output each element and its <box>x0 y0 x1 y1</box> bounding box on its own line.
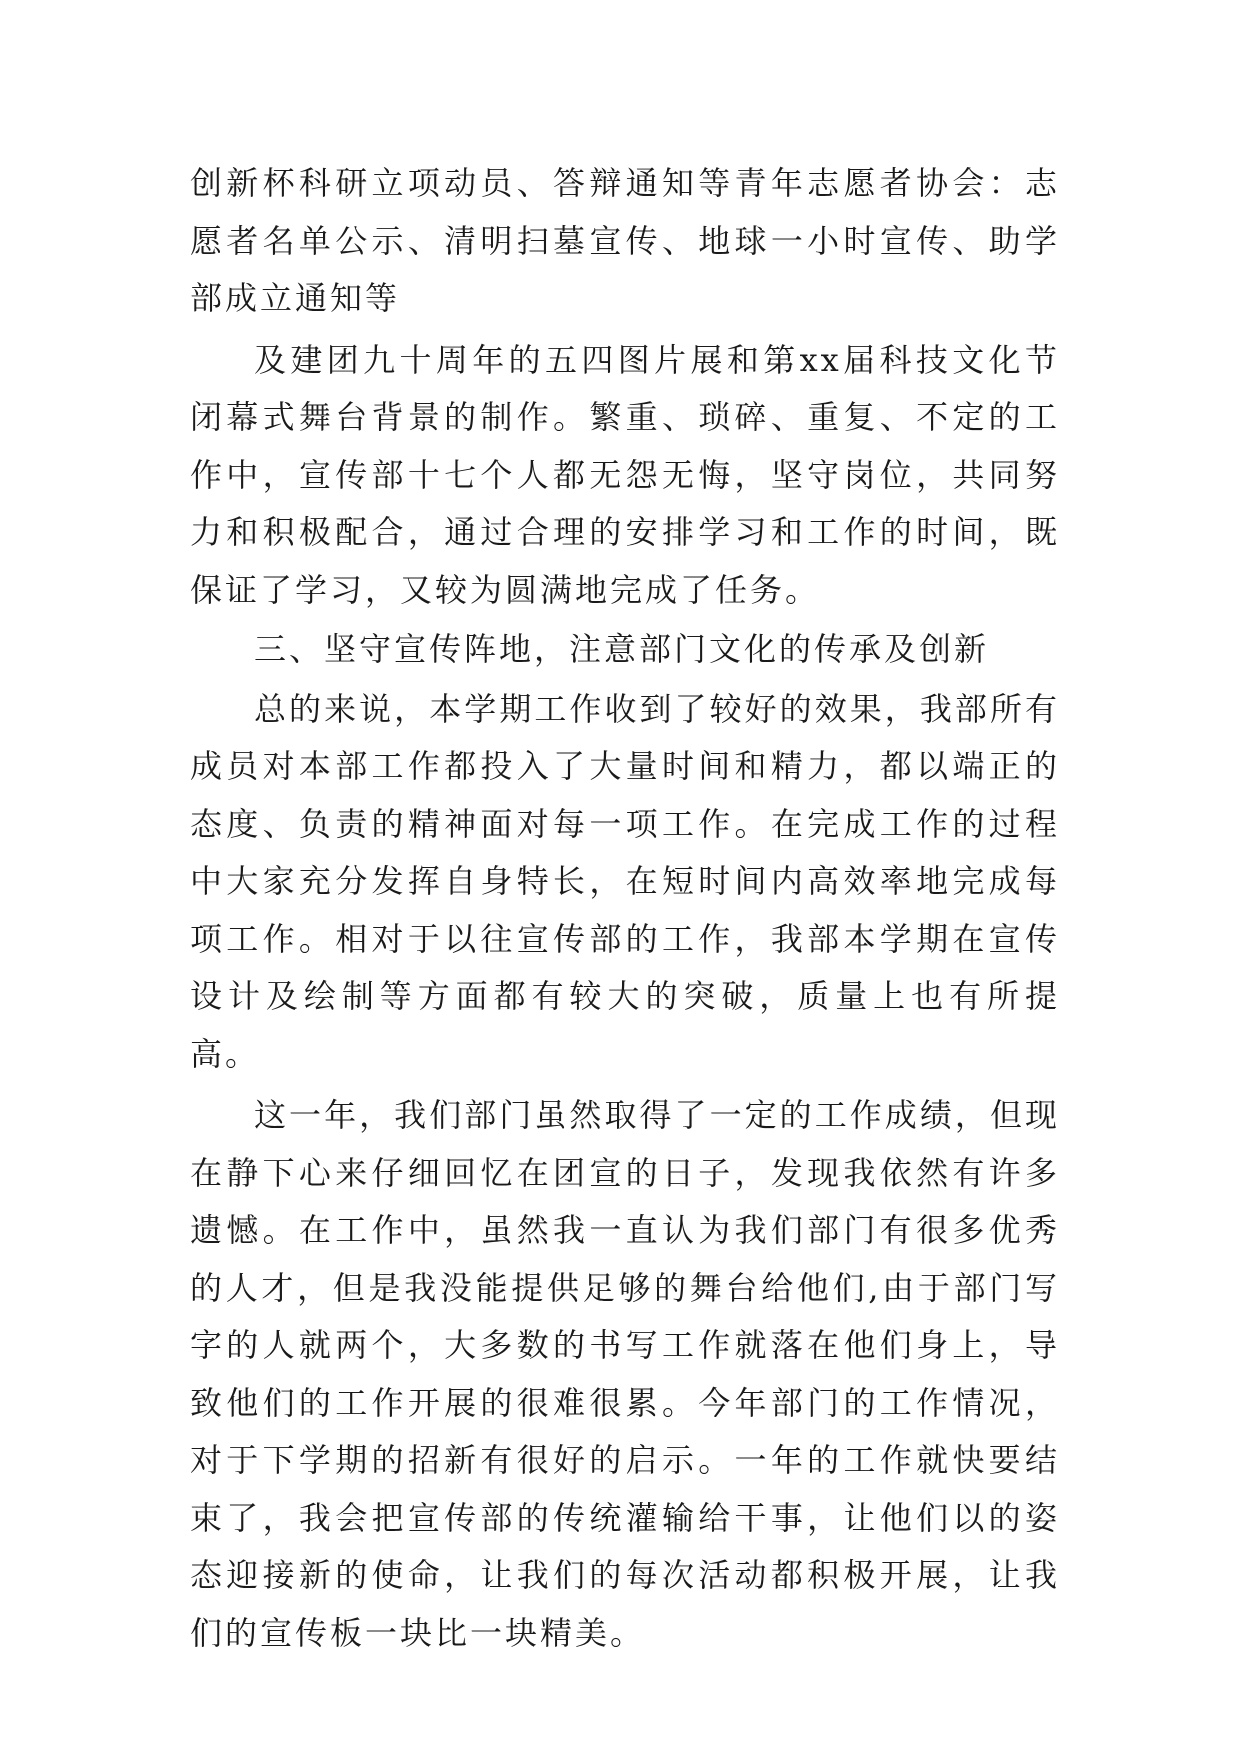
section-heading-3: 三、坚守宣传阵地，注意部门文化的传承及创新 <box>254 630 990 668</box>
paragraph-2: 及建团九十周年的五四图片展和第xx届科技文化节闭幕式舞台背景的制作。繁重、琐碎、重复、不定的工作中，宣传部十七个人都无怨无悔，坚守岗位，共同努力和积极配合，通过合理的安排学习和工作的时间，既保证了学习，又较为圆满地完成了任务。 <box>190 340 1060 609</box>
paragraph-4: 总的来说，本学期工作收到了较好的效果，我部所有成员对本部工作都投入了大量时间和精力，都以端正的态度、负责的精神面对每一项工作。在完成工作的过程中大家充分发挥自身特长，在短时间内高效率地完成每项工作。相对于以往宣传部的工作，我部本学期在宣传设计及绘制等方面都有较大的突破，质量上也有所提高。 <box>190 689 1060 1073</box>
paragraph-5: 这一年，我们部门虽然取得了一定的工作成绩，但现在静下心来仔细回忆在团宣的日子，发现我依然有许多遗憾。在工作中，虽然我一直认为我们部门有很多优秀的人才，但是我没能提供足够的舞台给他们,由于部门写字的人就两个，大多数的书写工作就落在他们身上，导致他们的工作开展的很难很累。今年部门的工作情况，对于下学期的招新有很好的启示。一年的工作就快要结束了，我会把宣传部的传统灌输给干事，让他们以的姿态迎接新的使命，让我们的每次活动都积极开展，让我们的宣传板一块比一块精美。 <box>190 1096 1060 1652</box>
paragraph-1: 创新杯科研立项动员、答辩通知等青年志愿者协会：志愿者名单公示、清明扫墓宣传、地球一小时宣传、助学部成立通知等 <box>190 164 1060 317</box>
document-body <box>190 155 1060 1662</box>
